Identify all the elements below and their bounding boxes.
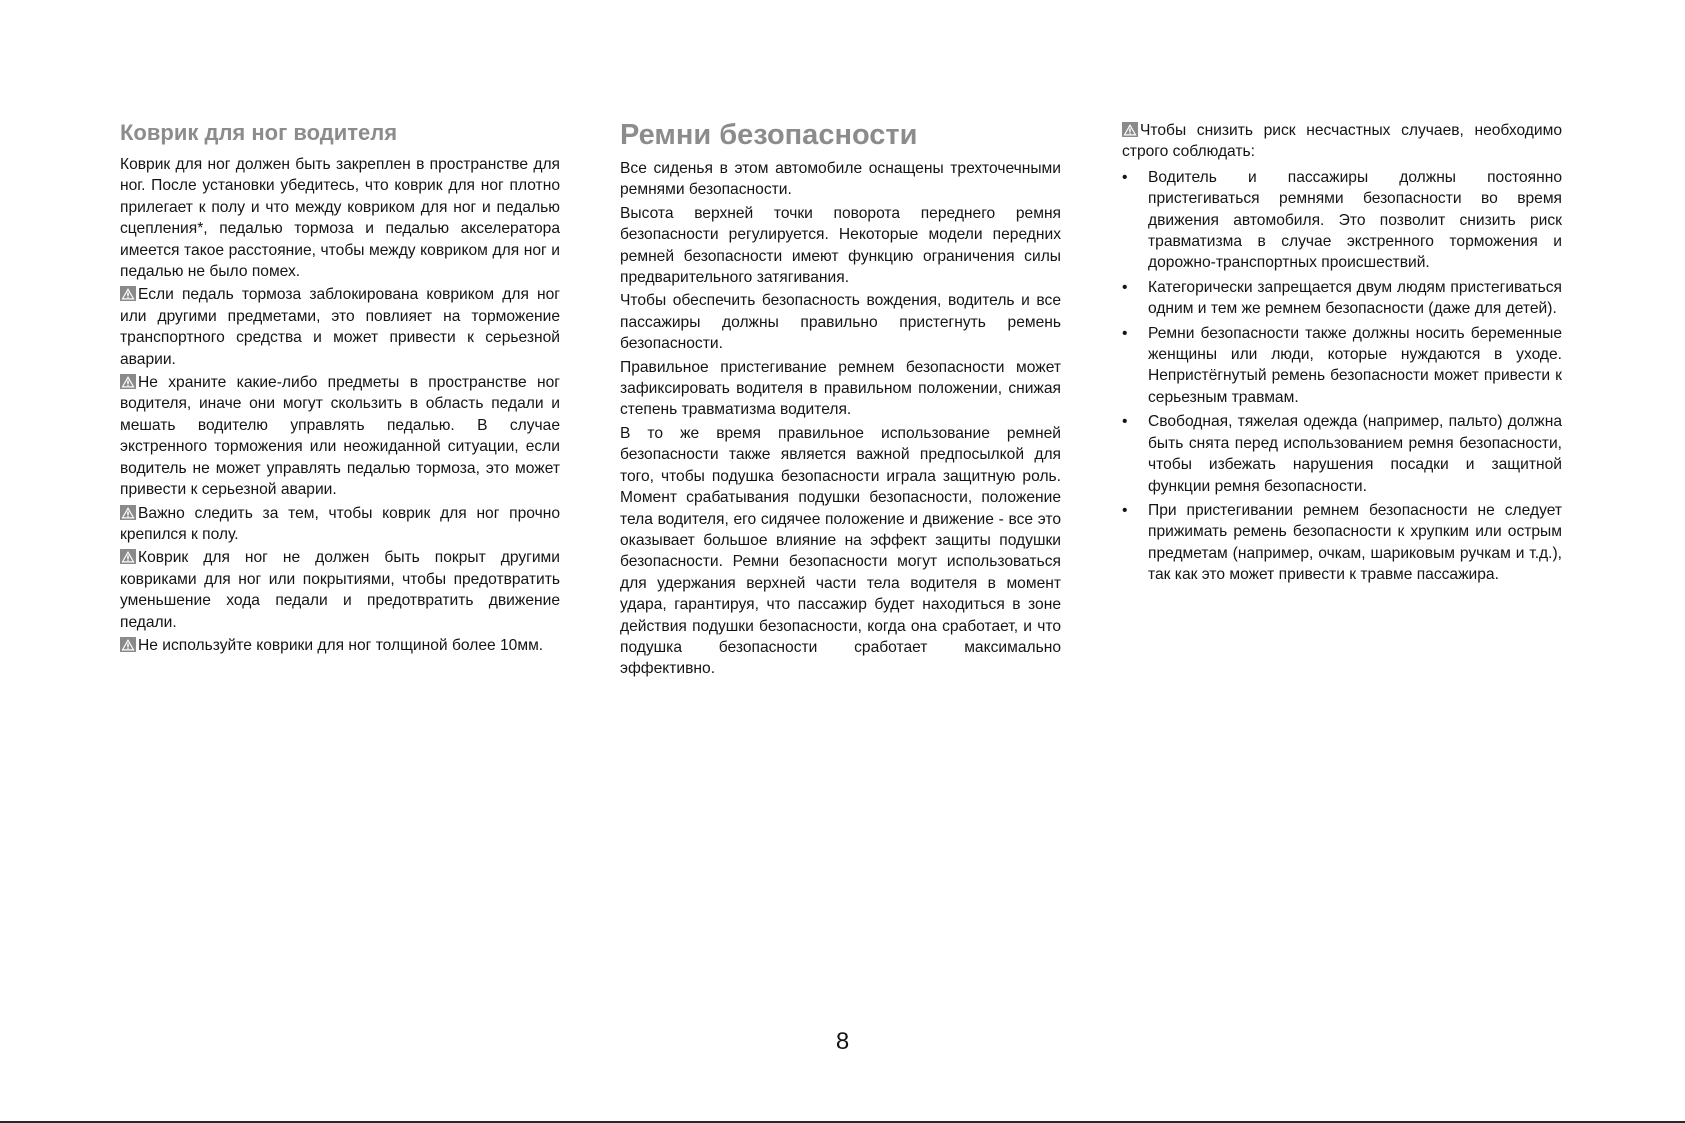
paragraph: Все сиденья в этом автомобиле оснащены трехточечными ремнями безопасности.	[620, 160, 1061, 199]
column-floor-mat	[120, 120, 560, 658]
column-safety-rules	[1122, 120, 1562, 589]
paragraph-text: Если педаль тормоза заблокирована ковриком для ног или другими предметами, это повлияет на торможение транспортного средства и может привести к серьезной аварии.	[120, 286, 560, 368]
section-title-seat-belts: Ремни безопасности	[620, 119, 918, 151]
bullet-icon: •	[1122, 278, 1128, 296]
paragraph: Чтобы обеспечить безопасность вождения, водитель и все пассажиры должны правильно пристегнуть ремень безопасности.	[620, 292, 1061, 353]
list-item	[1122, 277, 1562, 320]
paragraph-text: Важно следить за тем, чтобы коврик для ног прочно крепился к полу.	[120, 504, 560, 543]
warning-paragraph	[120, 372, 560, 500]
paragraph-text: Не храните какие-либо предметы в пространстве ног водителя, иначе они могут скользить в область педали и мешать водителю управлять педалью. В случае экстренного торможения или неожиданной ситуации, если водитель не может управлять педалью тормоза, это может привести к серьезной аварии.	[120, 374, 560, 499]
warning-icon	[120, 374, 136, 389]
paragraph: Правильное пристегивание ремнем безопасности может зафиксировать водителя в правильном положении, снижая степень травматизма водителя.	[620, 358, 1061, 419]
warning-paragraph	[120, 284, 560, 370]
paragraph: Высота верхней точки поворота переднего ремня безопасности регулируется. Некоторые модели передних ремней безопасности имеют функцию ограничения силы предварительного затягивания.	[620, 204, 1061, 287]
column-seat-belts	[620, 120, 1061, 682]
paragraph-text: Коврик для ног не должен быть покрыт другими ковриками для ног или покрытиями, чтобы предотвратить уменьшение хода педали и предотвратить движение педали.	[120, 549, 560, 631]
warning-icon	[120, 549, 136, 564]
bullet-icon: •	[1122, 324, 1128, 342]
warning-paragraph	[120, 547, 560, 633]
safety-rules-intro-text: Чтобы снизить риск несчастных случаев, необходимо строго соблюдать:	[1122, 122, 1562, 161]
warning-icon	[120, 637, 136, 652]
paragraph-text: Не используйте коврики для ног толщиной более 10мм.	[138, 636, 544, 654]
list-item-text: Ремни безопасности также должны носить беременные женщины или люди, которые нуждаются в уходе. Непристёгнутый ремень безопасности может привести к серьезным травмам.	[1148, 324, 1562, 406]
warning-icon	[120, 286, 136, 301]
list-item-text: Водитель и пассажиры должны постоянно пристегиваться ремнями безопасности во время движения автомобиля. Это позволит снизить риск травматизма в случае экстренного торможения и дорожно-транспортных происшествий.	[1148, 168, 1562, 272]
section-title-floor-mat: Коврик для ног водителя	[120, 120, 398, 145]
safety-rules-intro	[1122, 120, 1562, 163]
paragraph: В то же время правильное использование ремней безопасности также является важной предпосылкой для того, чтобы подушка безопасности играла защитную роль. Момент срабатывания подушки безопасности, положение тела водителя, его сидячее положение и движение - все это оказывает большое влияние на эффект защиты подушки безопасности. Ремни безопасности могут использоваться для удержания верхней части тела водителя в момент удара, гарантируя, что пассажир будет находиться в зоне действия подушки безопасности, когда она сработает, и что подушка безопасности сработает максимально эффективно.	[620, 424, 1061, 678]
warning-paragraph	[120, 635, 560, 656]
warning-icon	[1122, 122, 1138, 137]
list-item	[1122, 167, 1562, 274]
floor-mat-body	[120, 154, 560, 656]
list-item-text: При пристегивании ремнем безопасности не следует прижимать ремень безопасности к хрупким или острым предметам (например, очкам, шариковым ручкам и т.д.), так как это может привести к травме пассажира.	[1148, 501, 1562, 584]
seat-belts-body	[620, 158, 1061, 680]
list-item	[1122, 323, 1562, 409]
warning-icon	[120, 505, 136, 520]
page-number: 8	[835, 1028, 850, 1055]
bullet-icon: •	[1122, 413, 1128, 431]
bullet-icon: •	[1122, 501, 1128, 519]
list-item-text: Категорически запрещается двум людям пристегиваться одним и тем же ремнем безопасности (даже для детей).	[1148, 278, 1562, 318]
safety-rules-list	[1122, 167, 1562, 586]
bullet-icon: •	[1122, 168, 1128, 186]
list-item	[1122, 500, 1562, 586]
list-item	[1122, 411, 1562, 497]
paragraph-text: Коврик для ног должен быть закреплен в пространстве для ног. После установки убедитесь, что коврик для ног плотно прилегает к полу и что между ковриком для ног и педалью сцепления*, педалью тормоза и педалью акселератора имеется такое расстояние, чтобы между ковриком для ног и педалью не было помех.	[120, 156, 560, 281]
warning-paragraph	[120, 503, 560, 546]
list-item-text: Свободная, тяжелая одежда (например, пальто) должна быть снята перед использованием ремня безопасности, чтобы избежать нарушения посадки и защитной функции ремня безопасности.	[1148, 413, 1562, 495]
paragraph	[120, 154, 560, 282]
